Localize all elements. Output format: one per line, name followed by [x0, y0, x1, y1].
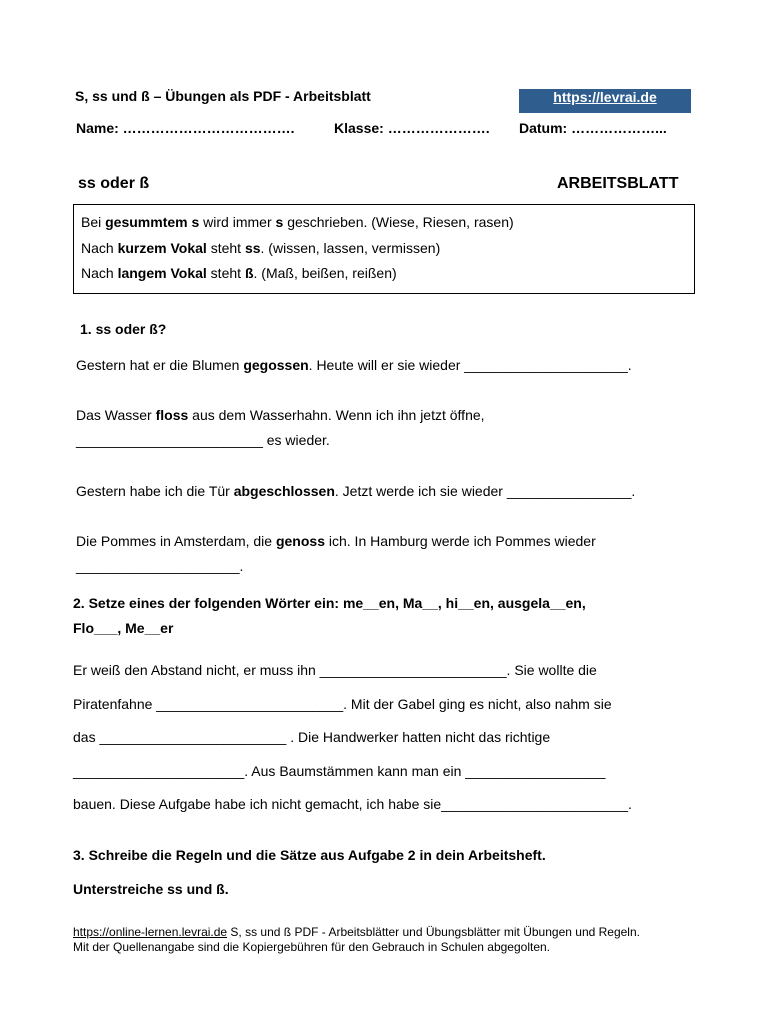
rule-line: Nach kurzem Vokal steht ss. (wissen, lassen, vermissen) — [81, 239, 441, 256]
task2-heading: 2. Setze eines der folgenden Wörter ein: me__en, Ma__, hi__en, ausgela__en, — [73, 595, 586, 611]
task2-line: das ________________________ . Die Handwerker hatten nicht das richtige — [73, 729, 551, 745]
footer-note: Mit der Quellenangabe sind die Kopiergebühren für den Gebrauch in Schulen abgegolten. — [73, 940, 550, 954]
section-title: ss oder ß — [78, 175, 150, 192]
task2-line: Piratenfahne ________________________. Mit der Gabel ging es nicht, also nahm sie — [73, 696, 612, 712]
task3-subheading: Unterstreiche ss und ß. — [73, 881, 229, 897]
footer-line: https://online-lernen.levrai.de S, ss und ß PDF - Arbeitsblätter und Übungsblätter mit Übungen und Regeln. — [73, 925, 640, 939]
task1-sentence-line: ________________________ es wieder. — [76, 432, 330, 448]
task2-line: bauen. Diese Aufgabe habe ich nicht gemacht, ich habe sie________________________. — [73, 796, 632, 812]
footer-link[interactable]: https://online-lernen.levrai.de — [73, 925, 228, 939]
task1-sentence: Gestern hat er die Blumen gegossen. Heute will er sie wieder _____________________. — [76, 357, 632, 373]
worksheet-title: S, ss und ß – Übungen als PDF - Arbeitsblatt — [75, 88, 371, 104]
klasse-field: Klasse: …………………. — [334, 120, 490, 136]
datum-field: Datum: ………………... — [519, 120, 667, 136]
task1-sentence: Gestern habe ich die Tür abgeschlossen. Jetzt werde ich sie wieder ________________. — [76, 483, 636, 499]
task1-sentence-line: _____________________. — [76, 558, 244, 574]
section-label: ARBEITSBLATT — [557, 175, 679, 192]
name-field: Name: ………………………………. — [76, 120, 295, 136]
task2-line: ______________________. Aus Baumstämmen kann man ein __________________ — [73, 763, 606, 779]
task2-line: Er weiß den Abstand nicht, er muss ihn ________________________. Sie wollte die — [73, 662, 597, 678]
site-link[interactable]: https://levrai.de — [519, 89, 691, 113]
task3-heading: 3. Schreibe die Regeln und die Sätze aus Aufgabe 2 in dein Arbeitsheft. — [73, 847, 546, 863]
task2-heading-line: Flo___, Me__er — [73, 620, 174, 636]
task1-sentence: Das Wasser floss aus dem Wasserhahn. Wenn ich ihn jetzt öffne, — [76, 407, 485, 423]
rule-line: Bei gesummtem s wird immer s geschrieben. (Wiese, Riesen, rasen) — [81, 214, 514, 230]
rule-line: Nach langem Vokal steht ß. (Maß, beißen, reißen) — [81, 265, 397, 281]
task1-sentence: Die Pommes in Amsterdam, die genoss ich. In Hamburg werde ich Pommes wieder — [76, 533, 596, 549]
task1-heading: 1. ss oder ß? — [80, 321, 167, 337]
rules-box — [73, 204, 695, 294]
